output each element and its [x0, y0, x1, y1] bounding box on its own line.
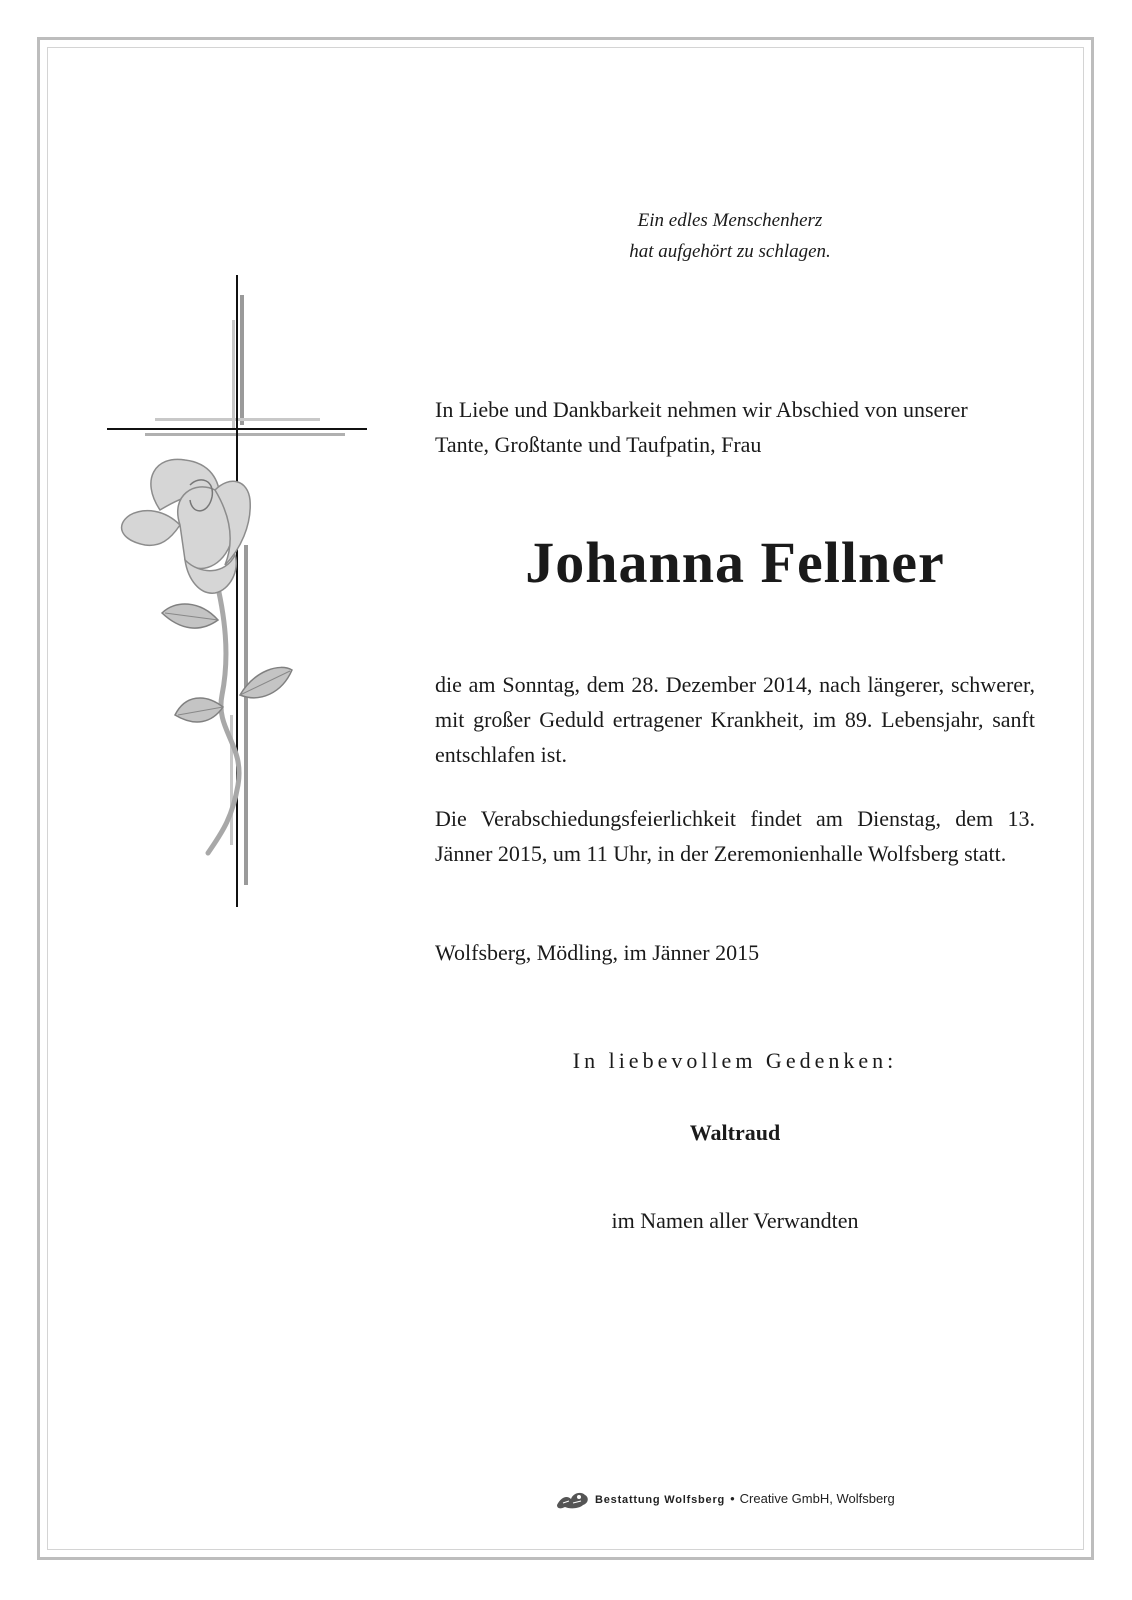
motto [560, 205, 900, 267]
footer-brand: Bestattung Wolfsberg [595, 1494, 726, 1506]
ceremony-paragraph: Die Verabschiedungsfeierlichkeit findet am Dienstag, dem 13. Jänner 2015, um 11 Uhr, in der Zeremonienhalle Wolfsberg statt. [435, 806, 1035, 866]
deceased-name: Johanna Fellner [525, 530, 945, 595]
place-date: Wolfsberg, Mödling, im Jänner 2015 [435, 940, 760, 965]
signer-name: Waltraud [689, 1120, 781, 1145]
on-behalf-line: im Namen aller Verwandten [611, 1208, 859, 1233]
bestattung-logo-icon [555, 1485, 591, 1511]
footer [555, 1484, 895, 1512]
motto-line-1: Ein edles Menschenherz [637, 210, 823, 231]
death-paragraph: die am Sonntag, dem 28. Dezember 2014, nach längerer, schwerer, mit großer Geduld ertragener Krankheit, im 89. Lebensjahr, sanft entschlafen ist. [435, 672, 1035, 767]
footer-separator: • [730, 1490, 735, 1506]
intro-line-1: In Liebe und Dankbarkeit nehmen wir Abschied von unserer [435, 397, 968, 422]
remembrance-heading: In liebevollem Gedenken: [572, 1048, 898, 1073]
intro-text [435, 392, 1035, 462]
footer-credit: Creative GmbH, Wolfsberg [739, 1490, 895, 1506]
motto-line-2: hat aufgehört zu schlagen. [629, 241, 831, 262]
intro-line-2: Tante, Großtante und Taufpatin, Frau [435, 432, 762, 457]
cross-with-rose-icon [100, 275, 370, 915]
